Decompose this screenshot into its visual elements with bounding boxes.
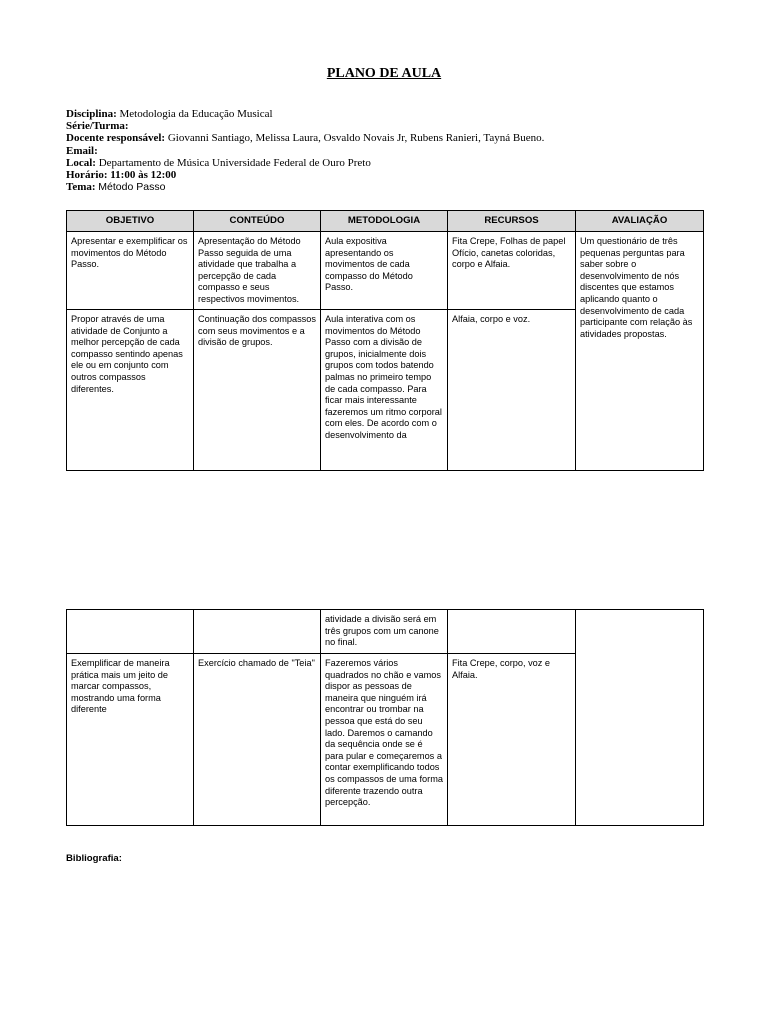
horario-label: Horário: 11:00 às 12:00	[66, 169, 177, 182]
lesson-plan-table	[66, 210, 704, 471]
table-row	[67, 232, 704, 310]
disciplina-label: Disciplina:	[66, 108, 117, 120]
header-metodologia: METODOLOGIA	[321, 211, 448, 232]
cell-metodologia: Fazeremos vários quadrados no chão e vamos dispor as pessoas de maneira que ninguém irá encontrar ou trombar na pessoa que está do seu lado. Daremos o camando da sequência onde se é para pular e começaremos a contar exemplificando todos os compassos de uma forma diferente trazendo outra percepção.	[321, 654, 448, 826]
tema-row	[66, 181, 706, 193]
docente-value: Giovanni Santiago, Melissa Laura, Osvaldo Novais Jr, Rubens Ranieri, Tayná Bueno.	[167, 132, 545, 145]
cell-conteudo: Apresentação do Método Passo seguida de uma atividade que trabalha a percepção de cada compasso e seus respectivos movimentos.	[194, 232, 321, 310]
cell-recursos: Fita Crepe, Folhas de papel Ofício, canetas coloridas, corpo e Alfaia.	[448, 232, 576, 310]
table-row	[67, 610, 704, 654]
page-title: PLANO DE AULA	[326, 66, 442, 81]
cell-conteudo: Continuação dos compassos com seus movimentos e a divisão de grupos.	[194, 310, 321, 471]
table-header-row	[67, 211, 704, 232]
metodologia-text: Aula interativa com os movimentos do Método Passo com a divisão de grupos, inicialmente dois grupos com todos batendo palmas no primeiro tempo de cada compasso. Para ficar mais interessante fazeremos um ritmo corporal com eles. De acordo com o desenvolvimento da	[325, 314, 442, 440]
local-value: Departamento de Música Universidade Federal de Ouro Preto	[98, 156, 371, 169]
cell-metodologia: Aula expositiva apresentando os movimentos de cada compasso do Método Passo.	[321, 232, 448, 310]
cell-objetivo: Exemplificar de maneira prática mais um jeito de marcar compassos, mostrando uma forma diferente	[67, 654, 194, 826]
cell-recursos: Fita Crepe, corpo, voz e Alfaia.	[448, 654, 576, 826]
cell-objetivo: Apresentar e exemplificar os movimentos do Método Passo.	[67, 232, 194, 310]
local-label: Local:	[66, 156, 96, 169]
cell-conteudo	[194, 610, 321, 654]
header-recursos: RECURSOS	[448, 211, 576, 232]
cell-recursos	[448, 610, 576, 654]
cell-objetivo	[67, 610, 194, 654]
docente-label: Docente responsável:	[66, 132, 166, 145]
header-conteudo: CONTEÚDO	[194, 211, 321, 232]
disciplina-value: Metodologia da Educação Musical	[119, 108, 273, 120]
disciplina-row	[66, 108, 706, 120]
cell-avaliacao: Um questionário de três pequenas perguntas para saber sobre o desenvolvimento de nós discentes que estamos aplicando quanto o desenvolvimento de cada participante com relação às atividades propostas.	[576, 232, 704, 471]
tema-label: Tema:	[66, 181, 96, 194]
cell-metodologia: atividade a divisão será em três grupos com um canone no final.	[321, 610, 448, 654]
horario-row	[66, 169, 706, 181]
header-avaliacao: AVALIAÇÃO	[576, 211, 704, 232]
cell-metodologia	[321, 310, 448, 471]
header-objetivo: OBJETIVO	[67, 211, 194, 232]
local-row	[66, 157, 706, 169]
serie-label: Série/Turma:	[66, 120, 129, 133]
serie-row	[66, 120, 706, 132]
email-row	[66, 145, 706, 157]
cell-recursos: Alfaia, corpo e voz.	[448, 310, 576, 471]
lesson-plan-table-continued	[66, 609, 704, 826]
cell-conteudo: Exercício chamado de "Teia"	[194, 654, 321, 826]
cell-objetivo: Propor através de uma atividade de Conjunto a melhor percepção de cada compasso sentindo apenas ele ou em conjunto com outros compassos diferentes.	[67, 310, 194, 471]
tema-value: Método Passo	[98, 181, 166, 194]
cell-avaliacao	[576, 610, 704, 826]
bibliografia-label: Bibliografia:	[66, 853, 122, 864]
docente-row	[66, 132, 706, 144]
email-label: Email:	[66, 144, 98, 157]
lesson-header	[66, 108, 706, 193]
